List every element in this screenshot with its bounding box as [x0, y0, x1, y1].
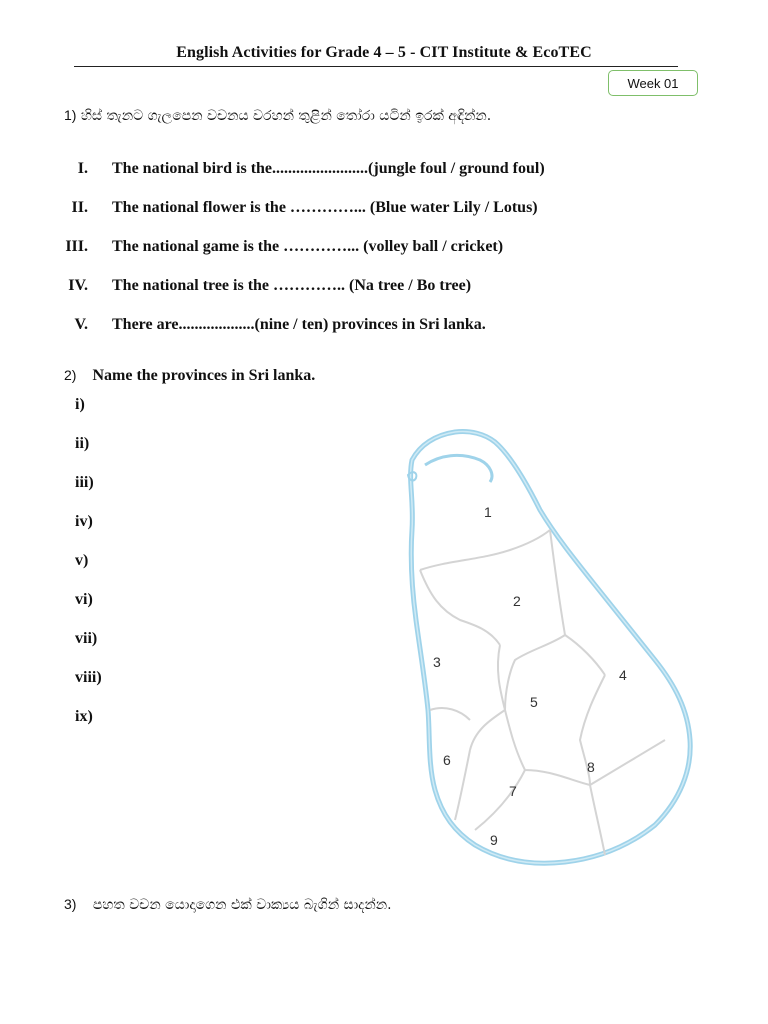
province-label-2: ii)	[75, 435, 90, 452]
province-label-5: v)	[75, 552, 89, 569]
question-2-number: 2)	[64, 367, 77, 383]
map-number-2: 2	[513, 593, 521, 609]
week-badge: Week 01	[608, 70, 698, 96]
q1-item-2-text: The national flower is the …………... (Blue water Lily / Lotus)	[112, 199, 538, 216]
question-3-instruction	[64, 896, 392, 913]
header-divider	[74, 66, 678, 67]
q1-item-4-text: The national tree is the ………….. (Na tree / Bo tree)	[112, 277, 472, 294]
sri-lanka-map	[400, 420, 700, 870]
question-2-heading	[64, 367, 315, 385]
map-number-6: 6	[443, 752, 451, 768]
q1-item-3-numeral: III.	[65, 238, 88, 255]
q1-item-2-numeral: II.	[71, 199, 88, 216]
question-3-number: 3)	[64, 896, 77, 912]
q1-item-5-text: There are...................(nine / ten) provinces in Sri lanka.	[112, 316, 486, 333]
province-label-1: i)	[75, 396, 85, 413]
map-number-5: 5	[530, 694, 538, 710]
map-number-1: 1	[484, 504, 492, 520]
map-number-8: 8	[587, 759, 595, 775]
question-1-text: හිස් තැනට ගැලපෙන වචනය වරහන් තුළින් තෝරා යටින් ඉරක් අඳින්න.	[80, 108, 492, 124]
question-3-text: පහත වචන යොදාගෙන එක් වාක්‍යය බැගින් සාදන්න.	[92, 897, 392, 913]
question-1-instruction	[64, 107, 491, 124]
sri-lanka-map-svg	[400, 420, 700, 870]
province-label-8: viii)	[75, 669, 102, 686]
province-label-6: vi)	[75, 591, 93, 608]
q1-item-5-numeral: V.	[74, 316, 88, 333]
province-label-9: ix)	[75, 708, 93, 725]
page-title: English Activities for Grade 4 – 5 - CIT Institute & EcoTEC	[176, 44, 592, 61]
q1-item-3-text: The national game is the …………... (volley ball / cricket)	[112, 238, 504, 255]
q1-item-1-text: The national bird is the........................(jungle foul / ground foul)	[112, 160, 545, 177]
map-number-7: 7	[509, 783, 517, 799]
map-number-4: 4	[619, 667, 627, 683]
map-coastline	[411, 431, 691, 863]
question-2-title: Name the provinces in Sri lanka.	[92, 367, 316, 384]
province-label-3: iii)	[75, 474, 94, 491]
q1-item-4-numeral: IV.	[68, 277, 88, 294]
q1-item-1-numeral: I.	[77, 160, 88, 177]
province-label-7: vii)	[75, 630, 98, 647]
map-number-3: 3	[433, 654, 441, 670]
map-number-9: 9	[490, 832, 498, 848]
province-label-4: iv)	[75, 513, 93, 530]
question-1-number: 1)	[64, 107, 77, 123]
